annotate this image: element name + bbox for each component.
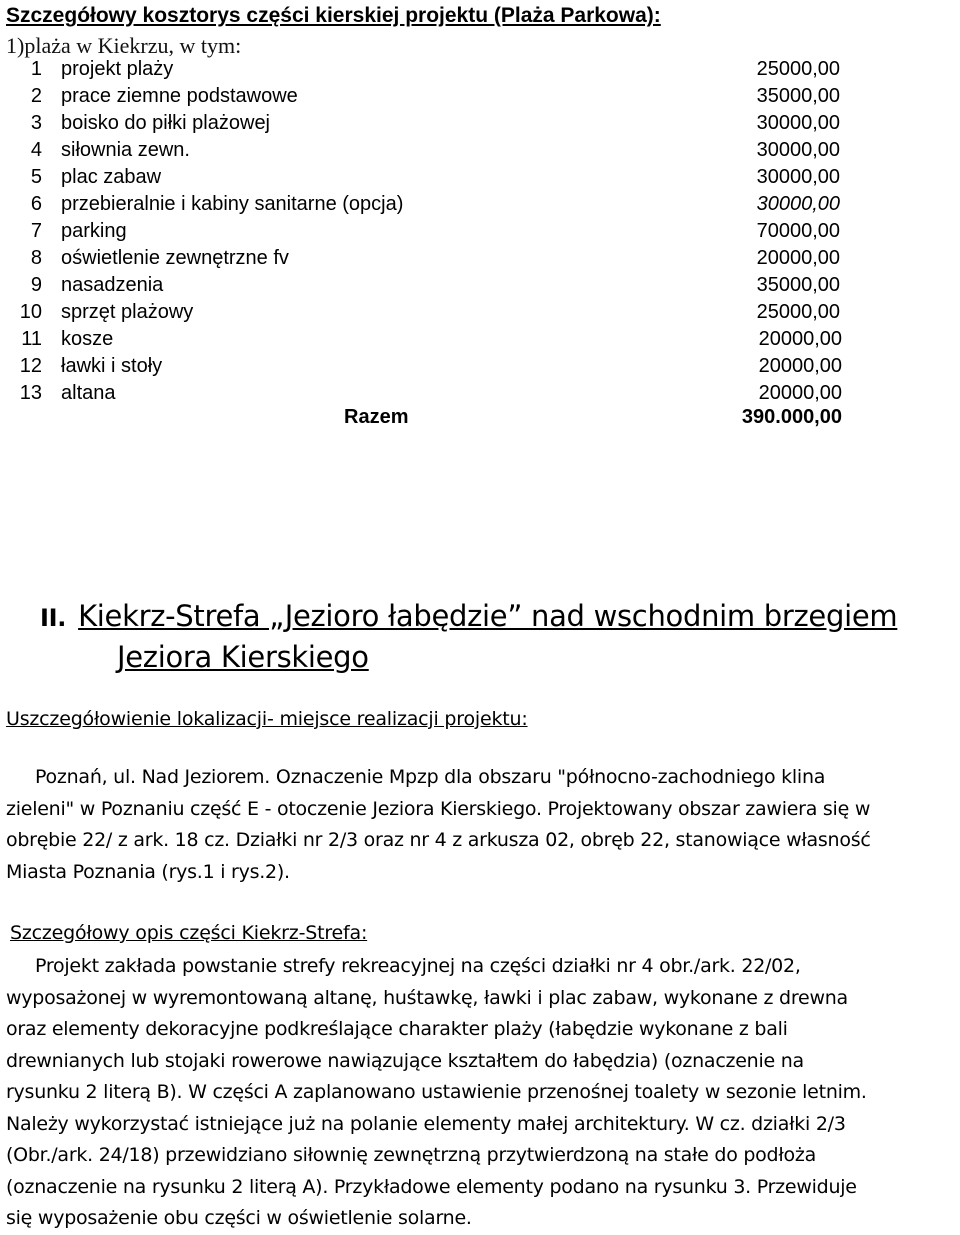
paragraph-line: (oznaczenie na rysunku 2 literą A). Przykładowe elementy podano na rysunku 3. Przewiduje: [6, 1175, 857, 1198]
item-number: 11: [21, 328, 42, 350]
item-amount: 30000,00: [756, 112, 840, 134]
paragraph-line: Poznań, ul. Nad Jeziorem. Oznaczenie Mpzp dla obszaru "północno-zachodniego klina: [35, 766, 826, 788]
item-number: 12: [19, 355, 42, 377]
item-amount: 20000,00: [758, 355, 842, 377]
item-amount: 35000,00: [756, 274, 840, 296]
item-amount: 25000,00: [756, 301, 840, 323]
table-row: [0, 301, 900, 328]
paragraph-line: Należy wykorzystać istniejące już na polanie elementy małej architektury. W cz. działki 2/3: [6, 1112, 846, 1135]
table-row: [0, 112, 900, 139]
item-description: boisko do piłki plażowej: [61, 112, 271, 134]
table-row: [0, 85, 900, 112]
paragraph-line: Projekt zakłada powstanie strefy rekreacyjnej na części działki nr 4 obr./ark. 22/02,: [35, 955, 801, 977]
table-row: [0, 220, 900, 247]
item-amount: 30000,00: [756, 193, 840, 215]
item-description: sprzęt plażowy: [61, 301, 194, 323]
item-amount: 30000,00: [756, 139, 840, 161]
item-description: kosze: [61, 328, 114, 350]
item-amount: 20000,00: [756, 247, 840, 269]
table-row: [0, 274, 900, 301]
item-amount: 20000,00: [758, 382, 842, 404]
item-amount: 30000,00: [756, 166, 840, 188]
paragraph-line: oraz elementy dekoracyjne podkreślające charakter plaży (łabędzie wykonane z bali: [6, 1018, 788, 1040]
item-number: 10: [19, 301, 42, 323]
table-row: [0, 139, 900, 166]
item-description: prace ziemne podstawowe: [61, 85, 298, 107]
total-label: Razem: [344, 406, 409, 428]
item-number: 2: [30, 85, 42, 107]
item-amount: 70000,00: [756, 220, 840, 242]
section-title-line1: Kiekrz-Strefa „Jezioro łabędzie” nad wschodnim brzegiem: [78, 599, 898, 633]
table-row: [0, 247, 900, 274]
table-row: [0, 355, 900, 382]
table-row: [0, 193, 900, 220]
table-row: [0, 58, 900, 85]
description-paragraph: [6, 951, 867, 1235]
section-title-line2: Jeziora Kierskiego: [117, 640, 369, 674]
paragraph-line: drewnianych lub stojaki rowerowe nawiązujące kształtem do łabędzia) (oznaczenie na: [6, 1049, 804, 1072]
item-number: 4: [30, 139, 42, 161]
total-value: 390.000,00: [741, 406, 842, 428]
item-number: 8: [30, 247, 42, 269]
item-description: parking: [61, 220, 127, 242]
table-row: [0, 166, 900, 193]
item-description: projekt plaży: [61, 58, 174, 80]
item-number: 7: [30, 220, 42, 242]
item-amount: 35000,00: [756, 85, 840, 107]
paragraph-line: się wyposażenie obu części w oświetlenie solarne.: [6, 1207, 472, 1229]
item-description: nasadzenia: [61, 274, 164, 296]
item-description: oświetlenie zewnętrzne fv: [61, 247, 289, 269]
item-amount: 20000,00: [758, 328, 842, 350]
item-number: 5: [30, 166, 42, 188]
paragraph-line: rysunku 2 literą B). W części A zaplanowano ustawienie przenośnej toalety w sezonie letnim.: [6, 1081, 867, 1103]
paragraph-line: (Obr./ark. 24/18) przewidziano siłownię zewnętrzną przytwierdzoną na stałe do podłoża: [6, 1144, 816, 1166]
paragraph-line: obrębie 22/ z ark. 18 cz. Działki nr 2/3 oraz nr 4 z arkusza 02, obręb 22, stanowiące własność: [6, 829, 871, 851]
section-number: II.: [40, 604, 67, 632]
location-heading: Uszczegółowienie lokalizacji- miejsce realizacji projektu:: [6, 708, 528, 730]
paragraph-line: Miasta Poznania (rys.1 i rys.2).: [6, 860, 290, 883]
item-amount: 25000,00: [756, 58, 840, 80]
item-number: 13: [19, 382, 42, 404]
table-row: [0, 382, 900, 409]
table-row: [0, 328, 900, 355]
item-number: 6: [30, 193, 42, 215]
section-2-title: [40, 592, 897, 642]
item-description: siłownia zewn.: [61, 139, 190, 161]
item-description: altana: [61, 382, 116, 404]
item-description: plac zabaw: [61, 166, 162, 188]
item-number: 9: [30, 274, 42, 296]
beach-subheading: 1)plaża w Kiekrzu, w tym:: [6, 33, 242, 58]
description-heading: Szczegółowy opis części Kiekrz-Strefa:: [10, 922, 368, 944]
paragraph-line: zieleni" w Poznaniu część E - otoczenie Jeziora Kierskiego. Projektowany obszar zawiera się w: [6, 797, 871, 820]
item-description: ławki i stoły: [61, 355, 163, 377]
item-number: 1: [30, 58, 42, 80]
item-description: przebieralnie i kabiny sanitarne (opcja): [61, 193, 404, 215]
location-paragraph: [6, 762, 871, 888]
cost-estimate-heading: Szczegółowy kosztorys części kierskiej projektu (Plaża Parkowa):: [6, 4, 661, 27]
paragraph-line: wyposażonej w wyremontowaną altanę, huśtawkę, ławki i plac zabaw, wykonane z drewna: [6, 986, 848, 1009]
item-number: 3: [30, 112, 42, 134]
